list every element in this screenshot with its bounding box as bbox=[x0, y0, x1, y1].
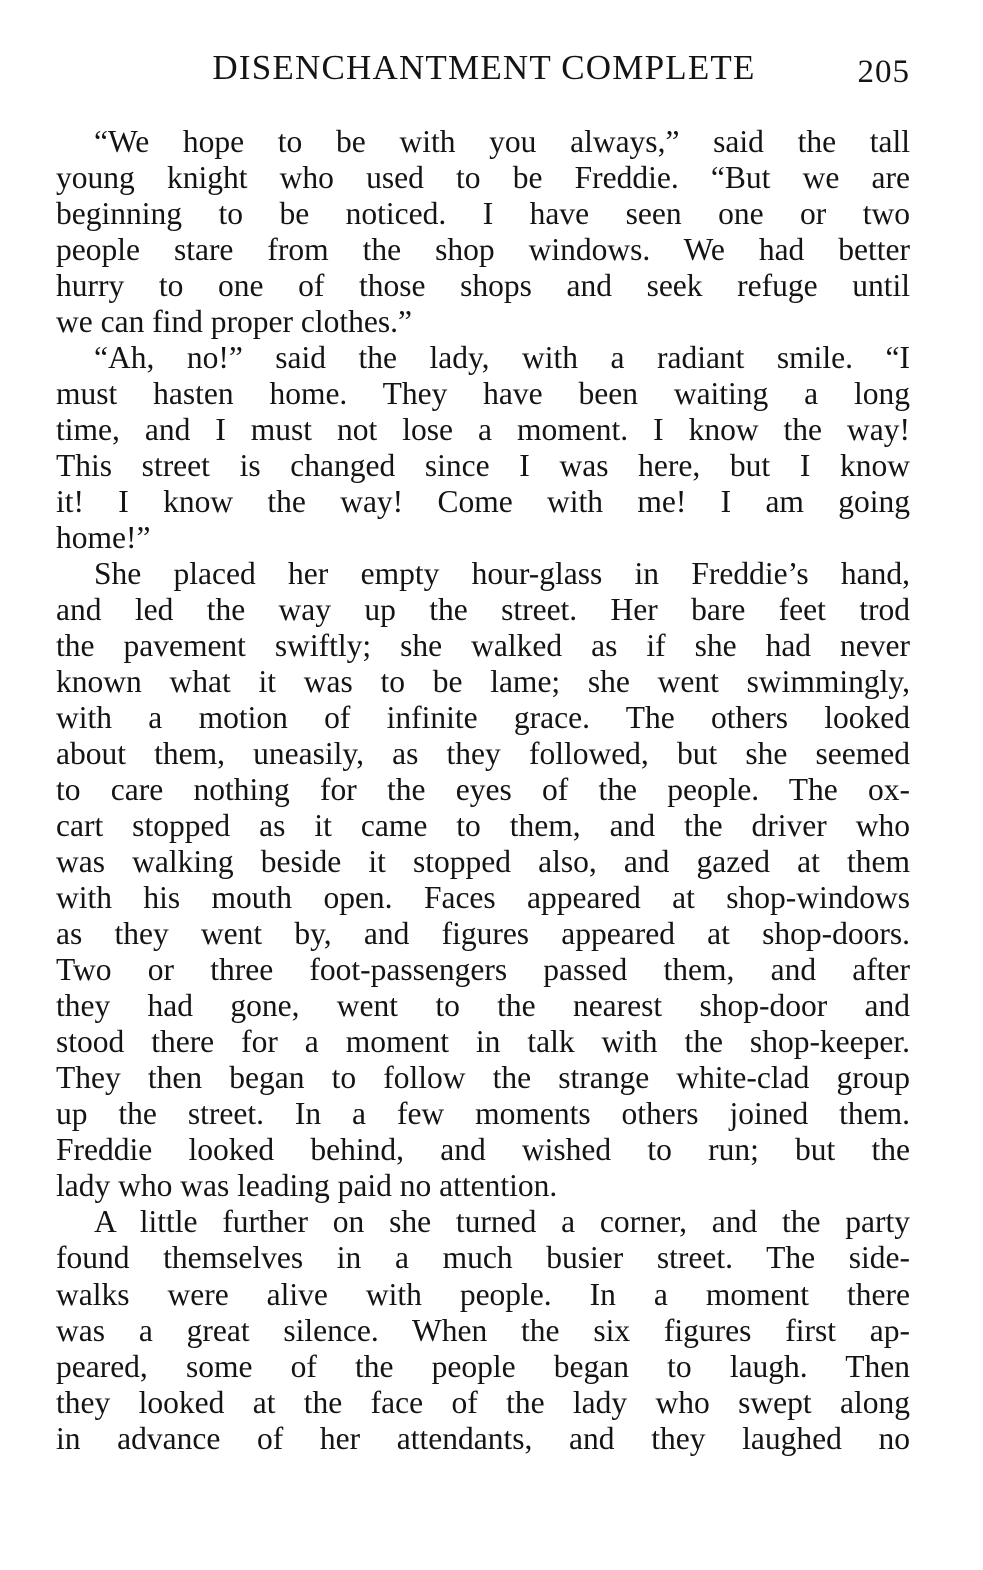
running-head bbox=[58, 44, 910, 92]
text-line: as they went by, and figures appeared at shop-doors. bbox=[56, 916, 910, 952]
text-line: found themselves in a much busier street. The side- bbox=[56, 1240, 910, 1276]
text-line: young knight who used to be Freddie. “But we are bbox=[56, 160, 910, 196]
text-line: They then began to follow the strange white-clad group bbox=[56, 1060, 910, 1096]
text-line: This street is changed since I was here, but I know bbox=[56, 448, 910, 484]
text-line: “We hope to be with you always,” said the tall bbox=[94, 124, 910, 159]
text-line: “Ah, no!” said the lady, with a radiant smile. “I bbox=[94, 340, 910, 376]
text-line: cart stopped as it came to them, and the driver who bbox=[56, 808, 910, 844]
text-line: Two or three foot-passengers passed them, and after bbox=[56, 952, 910, 988]
running-title: DISENCHANTMENT COMPLETE bbox=[212, 48, 756, 87]
text-line: about them, uneasily, as they followed, but she seemed bbox=[56, 736, 910, 772]
text-line: home!” bbox=[56, 520, 151, 556]
text-line: Freddie looked behind, and wished to run; but the bbox=[56, 1132, 910, 1168]
text-line: A little further on she turned a corner, and the party bbox=[94, 1204, 910, 1240]
text-line: beginning to be noticed. I have seen one or two bbox=[56, 196, 910, 232]
text-line: time, and I must not lose a moment. I know the way! bbox=[56, 412, 910, 448]
body-text bbox=[56, 124, 910, 1457]
text-line: they looked at the face of the lady who swept along bbox=[56, 1384, 910, 1420]
text-line: walks were alive with people. In a moment there bbox=[56, 1276, 910, 1312]
text-line: they had gone, went to the nearest shop-door and bbox=[56, 988, 910, 1024]
text-line: with his mouth open. Faces appeared at shop-windows bbox=[56, 880, 910, 916]
text-line: known what it was to be lame; she went swimmingly, bbox=[56, 664, 910, 700]
page-number: 205 bbox=[857, 54, 910, 90]
text-line: we can find proper clothes.” bbox=[56, 304, 412, 340]
text-line: hurry to one of those shops and seek refuge until bbox=[56, 268, 910, 304]
text-line: with a motion of infinite grace. The others looked bbox=[56, 700, 910, 736]
text-line: to care nothing for the eyes of the people. The ox- bbox=[56, 772, 910, 808]
text-line: was a great silence. When the six figures first ap- bbox=[56, 1312, 910, 1348]
text-line: it! I know the way! Come with me! I am going bbox=[56, 484, 910, 520]
text-line: lady who was leading paid no attention. bbox=[56, 1168, 558, 1204]
text-line: was walking beside it stopped also, and gazed at them bbox=[56, 844, 910, 880]
text-line: people stare from the shop windows. We had better bbox=[56, 232, 910, 268]
text-line: and led the way up the street. Her bare feet trod bbox=[56, 592, 910, 628]
text-line: peared, some of the people began to laugh. Then bbox=[56, 1348, 910, 1384]
text-line: must hasten home. They have been waiting a long bbox=[56, 376, 910, 412]
text-line: She placed her empty hour-glass in Freddie’s hand, bbox=[94, 556, 910, 592]
text-line: stood there for a moment in talk with the shop-keeper. bbox=[56, 1024, 910, 1060]
text-line: the pavement swiftly; she walked as if she had never bbox=[56, 628, 910, 664]
text-line: up the street. In a few moments others joined them. bbox=[56, 1096, 910, 1132]
text-line: in advance of her attendants, and they laughed no bbox=[56, 1420, 910, 1456]
